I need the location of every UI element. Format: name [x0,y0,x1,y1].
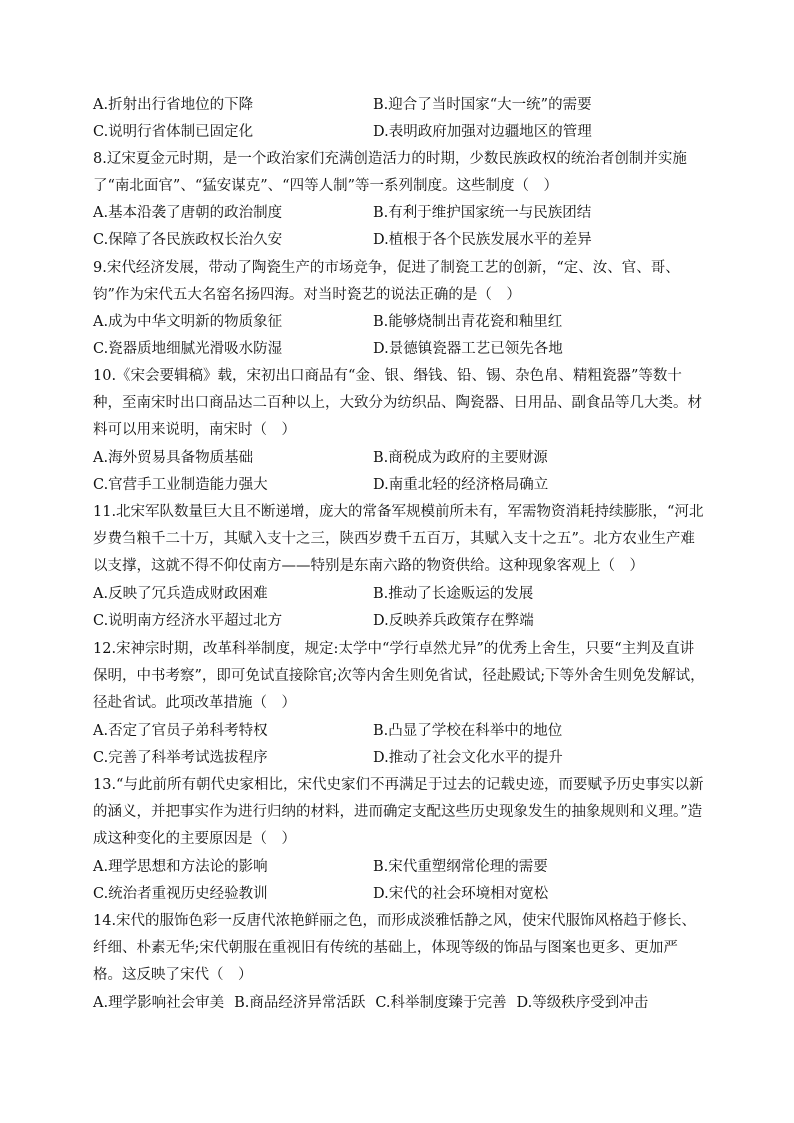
q11-option-b[interactable]: B.推动了长途贩运的发展 [373,586,534,602]
q11-options [93,581,705,635]
q10-option-a[interactable]: A.海外贸易具备物质基础 [93,450,254,466]
q12-option-c[interactable]: C.完善了科举考试选拔程序 [93,750,268,766]
q7-option-c[interactable]: C.说明行省体制已固定化 [93,124,254,140]
q11-stem: 11.北宋军队数量巨大且不断递增，庞大的常备军规模前所未有，军需物资消耗持续膨胀，“河北岁费刍粮千二十万，其赋入支十之三，陕西岁费千五百万，其赋入支十之五”。北方农业生产难以支撑，这就不得不仰仗南方——特别是东南六路的物资供给。这种现象客观上（ ） [93,504,704,574]
q11-option-d[interactable]: D.反映养兵政策存在弊端 [373,613,534,629]
q13-option-a[interactable]: A.理学思想和方法论的影响 [93,859,268,875]
q7-option-a[interactable]: A.折射出行省地位的下降 [93,97,254,113]
q7-option-b[interactable]: B.迎合了当时国家“大一统”的需要 [373,97,592,113]
q9-option-c[interactable]: C.瓷器质地细腻光滑吸水防湿 [93,341,283,357]
q12-options [93,718,705,772]
q14-option-c[interactable]: C.科举制度臻于完善 [375,995,507,1011]
q9-options [93,309,705,363]
q10-stem: 10.《宋会要辑稿》载，宋初出口商品有“金、银、缗钱、铅、锡、杂色帛、精粗瓷器”等数十种，至南宋时出口商品达二百种以上，大致分为纺织品、陶瓷器、日用品、副食品等几大类。材料可以用来说明，南宋时（ ） [93,368,702,438]
q13-option-d[interactable]: D.宋代的社会环境相对宽松 [373,886,549,902]
q12-option-a[interactable]: A.否定了官员子弟科考特权 [93,723,268,739]
q12-option-d[interactable]: D.推动了社会文化水平的提升 [373,750,563,766]
q13-option-c[interactable]: C.统治者重视历史经验教训 [93,886,268,902]
q8-option-d[interactable]: D.植根于各个民族发展水平的差异 [373,232,592,248]
q11-option-a[interactable]: A.反映了冗兵造成财政困难 [93,586,268,602]
q12-stem: 12.宋神宗时期，改革科举制度，规定:太学中“学行卓然尤异”的优秀上舍生，只要“主判及直讲保明，中书考察”，即可免试直接除官;次等内舍生则免省试，径赴殿试;下等外舍生则免发解试，径赴省试。此项改革措施（ ） [93,641,705,711]
q9-stem: 9.宋代经济发展，带动了陶瓷生产的市场竞争，促进了制瓷工艺的创新，“定、汝、官、哥、钧”作为宋代五大名窑名扬四海。对当时瓷艺的说法正确的是（ ） [93,260,680,303]
q9-option-a[interactable]: A.成为中华文明新的物质象征 [93,314,283,330]
q8-stem: 8.辽宋夏金元时期，是一个政治家们充满创造活力的时期，少数民族政权的统治者创制并实施了“南北面官”、“猛安谋克”、“四等人制”等一系列制度。这些制度（ ） [93,151,687,194]
q13-stem: 13.“与此前所有朝代史家相比，宋代史家们不再满足于过去的记载史迹，而要赋予历史事实以新的涵义，并把事实作为进行归纳的材料，进而确定支配这些历史现象发生的抽象规则和义理。”造成这种变化的主要原因是（ ） [93,777,704,847]
q14-options [93,990,705,1017]
q14-option-b[interactable]: B.商品经济异常活跃 [234,995,366,1011]
q7-option-d[interactable]: D.表明政府加强对边疆地区的管理 [373,124,592,140]
q11-option-c[interactable]: C.说明南方经济水平超过北方 [93,613,283,629]
q14-option-d[interactable]: D.等级秩序受到冲击 [516,995,649,1011]
q14-stem: 14.宋代的服饰色彩一反唐代浓艳鲜丽之色，而形成淡雅恬静之风，使宋代服饰风格趋于修长、纤细、朴素无华;宋代朝服在重视旧有传统的基础上，体现等级的饰品与图案也更多、更加严格。这反映了宋代（ ） [93,913,697,983]
q14-option-a[interactable]: A.理学影响社会审美 [93,995,225,1011]
q10-options [93,445,705,499]
q8-option-b[interactable]: B.有利于维护国家统一与民族团结 [373,205,592,221]
q9-option-d[interactable]: D.景德镇瓷器工艺已领先各地 [373,341,563,357]
q13-options [93,854,705,908]
q13-option-b[interactable]: B.宋代重塑纲常伦理的需要 [373,859,548,875]
q8-option-c[interactable]: C.保障了各民族政权长治久安 [93,232,283,248]
q8-option-a[interactable]: A.基本沿袭了唐朝的政治制度 [93,205,283,221]
q9-option-b[interactable]: B.能够烧制出青花瓷和釉里红 [373,314,563,330]
q10-option-c[interactable]: C.官营手工业制造能力强大 [93,477,268,493]
q12-option-b[interactable]: B.凸显了学校在科举中的地位 [373,723,563,739]
q10-option-d[interactable]: D.南重北轻的经济格局确立 [373,477,549,493]
q7-options [93,92,705,146]
q8-options [93,200,705,254]
q10-option-b[interactable]: B.商税成为政府的主要财源 [373,450,548,466]
